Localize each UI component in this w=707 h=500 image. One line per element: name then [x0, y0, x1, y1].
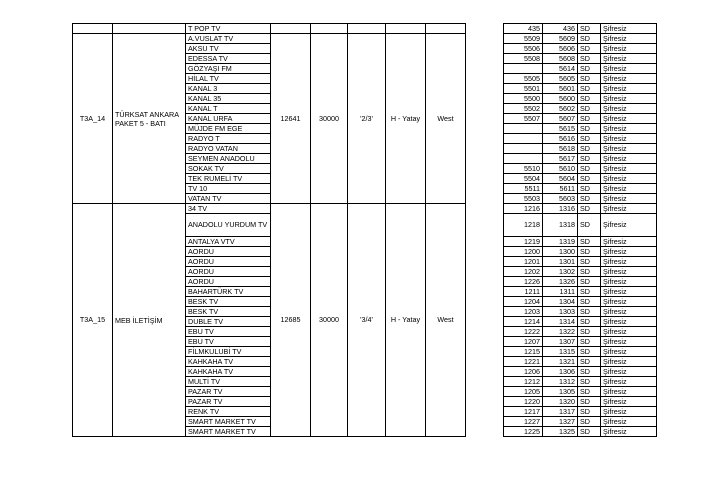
spacer-cell — [466, 377, 504, 387]
audio-pid: 5600 — [543, 94, 578, 104]
empty-cell — [311, 24, 348, 34]
audio-pid: 5615 — [543, 124, 578, 134]
channel-name: BESK TV — [186, 297, 271, 307]
encryption-cell: Şifresiz — [601, 237, 657, 247]
format-cell: SD — [578, 84, 601, 94]
spacer-cell — [466, 417, 504, 427]
encryption-cell: Şifresiz — [601, 94, 657, 104]
format-cell: SD — [578, 427, 601, 437]
spacer-cell — [466, 247, 504, 257]
channel-name: EBU TV — [186, 337, 271, 347]
empty-cell — [73, 24, 113, 34]
polarization: H - Yatay — [386, 34, 426, 204]
encryption-cell: Şifresiz — [601, 367, 657, 377]
channel-name: EBU TV — [186, 327, 271, 337]
empty-cell — [386, 24, 426, 34]
video-pid: 1217 — [504, 407, 543, 417]
video-pid: 5508 — [504, 54, 543, 64]
channel-name: EDESSA TV — [186, 54, 271, 64]
format-cell: SD — [578, 407, 601, 417]
encryption-cell: Şifresiz — [601, 397, 657, 407]
encryption-cell: Şifresiz — [601, 114, 657, 124]
video-pid — [504, 124, 543, 134]
encryption-cell: Şifresiz — [601, 174, 657, 184]
format-cell: SD — [578, 397, 601, 407]
channel-name: AORDU — [186, 277, 271, 287]
audio-pid: 1305 — [543, 387, 578, 397]
spacer-cell — [466, 194, 504, 204]
video-pid: 1219 — [504, 237, 543, 247]
format-cell: SD — [578, 94, 601, 104]
package-name: TÜRKSAT ANKARA PAKET 5 - BATI — [113, 34, 186, 204]
encryption-cell: Şifresiz — [601, 64, 657, 74]
audio-pid: 1318 — [543, 214, 578, 237]
video-pid: 5505 — [504, 74, 543, 84]
channel-name: VATAN TV — [186, 194, 271, 204]
channel-name: RADYO VATAN — [186, 144, 271, 154]
format-cell: SD — [578, 104, 601, 114]
spacer-cell — [466, 124, 504, 134]
spacer-cell — [466, 287, 504, 297]
format-cell: SD — [578, 34, 601, 44]
channel-name: AORDU — [186, 267, 271, 277]
channel-name: DUBLE TV — [186, 317, 271, 327]
spacer-cell — [466, 347, 504, 357]
audio-pid: 1303 — [543, 307, 578, 317]
spacer-cell — [466, 34, 504, 44]
spacer-cell — [466, 307, 504, 317]
video-pid: 1216 — [504, 204, 543, 214]
format-cell: SD — [578, 134, 601, 144]
video-pid — [504, 144, 543, 154]
audio-pid: 5607 — [543, 114, 578, 124]
format-cell: SD — [578, 377, 601, 387]
video-pid — [504, 64, 543, 74]
video-pid: 1203 — [504, 307, 543, 317]
spacer-cell — [466, 164, 504, 174]
audio-pid: 436 — [543, 24, 578, 34]
spacer-cell — [466, 84, 504, 94]
empty-cell — [271, 24, 311, 34]
encryption-cell: Şifresiz — [601, 427, 657, 437]
encryption-cell: Şifresiz — [601, 194, 657, 204]
spacer-cell — [466, 174, 504, 184]
symbol-rate: 30000 — [311, 204, 348, 437]
spacer-cell — [466, 397, 504, 407]
encryption-cell: Şifresiz — [601, 287, 657, 297]
format-cell: SD — [578, 64, 601, 74]
channel-name: HİLAL TV — [186, 74, 271, 84]
channel-name: AORDU — [186, 257, 271, 267]
audio-pid: 5616 — [543, 134, 578, 144]
spacer-cell — [466, 387, 504, 397]
audio-pid: 1311 — [543, 287, 578, 297]
video-pid: 1226 — [504, 277, 543, 287]
spacer-cell — [466, 317, 504, 327]
channel-name: PAZAR TV — [186, 387, 271, 397]
format-cell: SD — [578, 287, 601, 297]
format-cell: SD — [578, 54, 601, 64]
audio-pid: 1321 — [543, 357, 578, 367]
encryption-cell: Şifresiz — [601, 267, 657, 277]
video-pid — [504, 134, 543, 144]
encryption-cell: Şifresiz — [601, 124, 657, 134]
audio-pid: 5609 — [543, 34, 578, 44]
encryption-cell: Şifresiz — [601, 54, 657, 64]
audio-pid: 1307 — [543, 337, 578, 347]
channel-table-body — [73, 24, 657, 437]
spacer-cell — [466, 154, 504, 164]
format-cell: SD — [578, 257, 601, 267]
spacer-cell — [466, 24, 504, 34]
video-pid: 5503 — [504, 194, 543, 204]
video-pid: 435 — [504, 24, 543, 34]
video-pid: 1207 — [504, 337, 543, 347]
channel-name: MULTİ TV — [186, 377, 271, 387]
spacer-cell — [466, 214, 504, 237]
encryption-cell: Şifresiz — [601, 134, 657, 144]
fec: '2/3' — [348, 34, 386, 204]
format-cell: SD — [578, 204, 601, 214]
audio-pid: 1326 — [543, 277, 578, 287]
video-pid: 1218 — [504, 214, 543, 237]
encryption-cell: Şifresiz — [601, 417, 657, 427]
format-cell: SD — [578, 154, 601, 164]
video-pid: 1225 — [504, 427, 543, 437]
audio-pid: 5617 — [543, 154, 578, 164]
spacer-cell — [466, 337, 504, 347]
audio-pid: 1320 — [543, 397, 578, 407]
audio-pid: 1322 — [543, 327, 578, 337]
channel-name: RADYO T — [186, 134, 271, 144]
encryption-cell: Şifresiz — [601, 257, 657, 267]
format-cell: SD — [578, 357, 601, 367]
video-pid: 1206 — [504, 367, 543, 377]
audio-pid: 1319 — [543, 237, 578, 247]
format-cell: SD — [578, 277, 601, 287]
spacer-cell — [466, 407, 504, 417]
channel-name: A.VUSLAT TV — [186, 34, 271, 44]
format-cell: SD — [578, 267, 601, 277]
channel-name: BAHARTÜRK TV — [186, 287, 271, 297]
video-pid: 1201 — [504, 257, 543, 267]
format-cell: SD — [578, 417, 601, 427]
fec: '3/4' — [348, 204, 386, 437]
format-cell: SD — [578, 114, 601, 124]
direction: West — [426, 204, 466, 437]
encryption-cell: Şifresiz — [601, 164, 657, 174]
encryption-cell: Şifresiz — [601, 34, 657, 44]
channel-name: RENK TV — [186, 407, 271, 417]
spacer-cell — [466, 144, 504, 154]
spacer-cell — [466, 104, 504, 114]
transponder-id: T3A_15 — [73, 204, 113, 437]
video-pid: 5511 — [504, 184, 543, 194]
video-pid: 1221 — [504, 357, 543, 367]
encryption-cell: Şifresiz — [601, 327, 657, 337]
spacer-cell — [466, 237, 504, 247]
audio-pid: 1325 — [543, 427, 578, 437]
direction: West — [426, 34, 466, 204]
format-cell: SD — [578, 327, 601, 337]
spacer-cell — [466, 204, 504, 214]
channel-name: PAZAR TV — [186, 397, 271, 407]
channel-name: GÖZYAŞI FM — [186, 64, 271, 74]
audio-pid: 5605 — [543, 74, 578, 84]
encryption-cell: Şifresiz — [601, 347, 657, 357]
encryption-cell: Şifresiz — [601, 144, 657, 154]
spacer-cell — [466, 64, 504, 74]
format-cell: SD — [578, 124, 601, 134]
video-pid: 1204 — [504, 297, 543, 307]
spacer-cell — [466, 134, 504, 144]
format-cell: SD — [578, 307, 601, 317]
encryption-cell: Şifresiz — [601, 44, 657, 54]
channel-name: BESK TV — [186, 307, 271, 317]
encryption-cell: Şifresiz — [601, 297, 657, 307]
audio-pid: 1300 — [543, 247, 578, 257]
channel-name: ANADOLU YURDUM TV — [186, 214, 271, 237]
audio-pid: 5606 — [543, 44, 578, 54]
encryption-cell: Şifresiz — [601, 387, 657, 397]
format-cell: SD — [578, 347, 601, 357]
audio-pid: 1317 — [543, 407, 578, 417]
video-pid: 5504 — [504, 174, 543, 184]
channel-name: KANAL 3 — [186, 84, 271, 94]
channel-name: KANAL T — [186, 104, 271, 114]
video-pid: 1202 — [504, 267, 543, 277]
video-pid: 5506 — [504, 44, 543, 54]
encryption-cell: Şifresiz — [601, 307, 657, 317]
encryption-cell: Şifresiz — [601, 24, 657, 34]
table-row — [73, 34, 657, 44]
spacer-cell — [466, 367, 504, 377]
format-cell: SD — [578, 174, 601, 184]
spacer-cell — [466, 267, 504, 277]
audio-pid: 5611 — [543, 184, 578, 194]
spacer-cell — [466, 54, 504, 64]
video-pid: 1227 — [504, 417, 543, 427]
encryption-cell: Şifresiz — [601, 184, 657, 194]
encryption-cell: Şifresiz — [601, 277, 657, 287]
video-pid — [504, 154, 543, 164]
format-cell: SD — [578, 387, 601, 397]
channel-name: FİLMKULUBİ TV — [186, 347, 271, 357]
frequency: 12641 — [271, 34, 311, 204]
format-cell: SD — [578, 184, 601, 194]
video-pid: 1220 — [504, 397, 543, 407]
format-cell: SD — [578, 44, 601, 54]
format-cell: SD — [578, 194, 601, 204]
format-cell: SD — [578, 297, 601, 307]
format-cell: SD — [578, 247, 601, 257]
encryption-cell: Şifresiz — [601, 337, 657, 347]
audio-pid: 5614 — [543, 64, 578, 74]
channel-name: MÜJDE FM EGE — [186, 124, 271, 134]
frequency: 12685 — [271, 204, 311, 437]
audio-pid: 5602 — [543, 104, 578, 114]
video-pid: 1214 — [504, 317, 543, 327]
spacer-cell — [466, 277, 504, 287]
audio-pid: 1312 — [543, 377, 578, 387]
format-cell: SD — [578, 144, 601, 154]
table-row — [73, 204, 657, 214]
video-pid: 5507 — [504, 114, 543, 124]
encryption-cell: Şifresiz — [601, 377, 657, 387]
empty-cell — [426, 24, 466, 34]
channel-name: TV 10 — [186, 184, 271, 194]
encryption-cell: Şifresiz — [601, 104, 657, 114]
video-pid: 1211 — [504, 287, 543, 297]
empty-cell — [348, 24, 386, 34]
channel-name: SMART MARKET TV — [186, 427, 271, 437]
spacer-cell — [466, 44, 504, 54]
channel-name: SMART MARKET TV — [186, 417, 271, 427]
audio-pid: 5610 — [543, 164, 578, 174]
format-cell: SD — [578, 24, 601, 34]
encryption-cell: Şifresiz — [601, 407, 657, 417]
format-cell: SD — [578, 337, 601, 347]
video-pid: 5500 — [504, 94, 543, 104]
channel-name: KAHKAHA TV — [186, 357, 271, 367]
encryption-cell: Şifresiz — [601, 214, 657, 237]
channel-name: AKSU TV — [186, 44, 271, 54]
transponder-id: T3A_14 — [73, 34, 113, 204]
spacer-cell — [466, 357, 504, 367]
audio-pid: 5618 — [543, 144, 578, 154]
video-pid: 5501 — [504, 84, 543, 94]
format-cell: SD — [578, 74, 601, 84]
empty-cell — [113, 24, 186, 34]
spacer-cell — [466, 114, 504, 124]
audio-pid: 1304 — [543, 297, 578, 307]
video-pid: 1212 — [504, 377, 543, 387]
audio-pid: 1314 — [543, 317, 578, 327]
format-cell: SD — [578, 237, 601, 247]
channel-name: SOKAK TV — [186, 164, 271, 174]
format-cell: SD — [578, 214, 601, 237]
channel-name: AORDU — [186, 247, 271, 257]
audio-pid: 5608 — [543, 54, 578, 64]
channel-name: 34 TV — [186, 204, 271, 214]
spacer-cell — [466, 297, 504, 307]
video-pid: 5502 — [504, 104, 543, 114]
spacer-cell — [466, 427, 504, 437]
audio-pid: 5603 — [543, 194, 578, 204]
format-cell: SD — [578, 367, 601, 377]
audio-pid: 1302 — [543, 267, 578, 277]
encryption-cell: Şifresiz — [601, 357, 657, 367]
video-pid: 1222 — [504, 327, 543, 337]
channel-name: KAHKAHA TV — [186, 367, 271, 377]
video-pid: 1205 — [504, 387, 543, 397]
channel-name: SEYMEN ANADOLU — [186, 154, 271, 164]
polarization: H - Yatay — [386, 204, 426, 437]
audio-pid: 1327 — [543, 417, 578, 427]
encryption-cell: Şifresiz — [601, 84, 657, 94]
video-pid: 1215 — [504, 347, 543, 357]
spacer-cell — [466, 94, 504, 104]
audio-pid: 1315 — [543, 347, 578, 357]
format-cell: SD — [578, 164, 601, 174]
spacer-cell — [466, 74, 504, 84]
audio-pid: 5601 — [543, 84, 578, 94]
symbol-rate: 30000 — [311, 34, 348, 204]
channel-name: TEK RUMELİ TV — [186, 174, 271, 184]
audio-pid: 1301 — [543, 257, 578, 267]
spacer-cell — [466, 327, 504, 337]
spacer-cell — [466, 184, 504, 194]
channel-name: KANAL 35 — [186, 94, 271, 104]
encryption-cell: Şifresiz — [601, 74, 657, 84]
package-name: MEB İLETİŞİM — [113, 204, 186, 437]
spacer-cell — [466, 257, 504, 267]
encryption-cell: Şifresiz — [601, 154, 657, 164]
audio-pid: 1316 — [543, 204, 578, 214]
encryption-cell: Şifresiz — [601, 317, 657, 327]
format-cell: SD — [578, 317, 601, 327]
encryption-cell: Şifresiz — [601, 247, 657, 257]
channel-table — [72, 23, 657, 437]
channel-name: ANTALYA VTV — [186, 237, 271, 247]
audio-pid: 5604 — [543, 174, 578, 184]
video-pid: 1200 — [504, 247, 543, 257]
encryption-cell: Şifresiz — [601, 204, 657, 214]
channel-name: T POP TV — [186, 24, 271, 34]
video-pid: 5509 — [504, 34, 543, 44]
table-row — [73, 24, 657, 34]
video-pid: 5510 — [504, 164, 543, 174]
channel-name: KANAL URFA — [186, 114, 271, 124]
audio-pid: 1306 — [543, 367, 578, 377]
